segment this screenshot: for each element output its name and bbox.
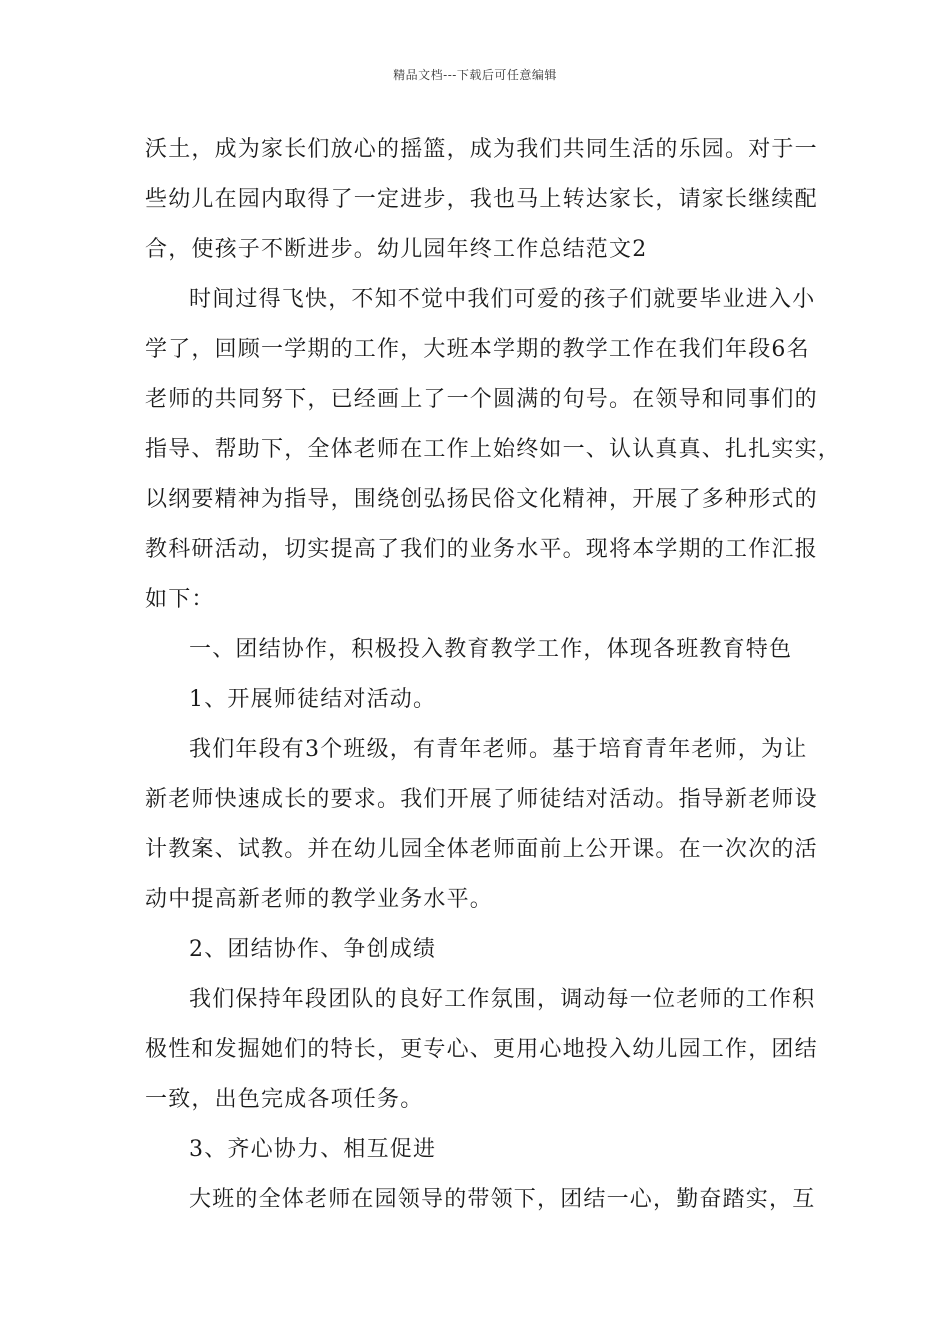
text-line: 学了，回顾一学期的工作，大班本学期的教学工作在我们年段6名 [145,337,810,362]
page-header: 精品文档---下载后可任意编辑 [393,68,557,82]
document-body [145,130,842,1230]
text-line: 新老师快速成长的要求。我们开展了师徒结对活动。指导新老师设 [145,787,818,812]
text-line: 如下： [145,587,215,612]
subsection-heading: 2、团结协作、争创成绩 [189,937,437,962]
text-line: 指导、帮助下，全体老师在工作上始终如一、认认真真、扎扎实实， [145,437,842,462]
text-line: 合，使孩子不断进步。幼儿园年终工作总结范文2 [145,237,648,262]
subsection-heading: 3、齐心协力、相互促进 [189,1137,437,1162]
text-line: 一致，出色完成各项任务。 [145,1087,424,1112]
text-line: 老师的共同努下，已经画上了一个圆满的句号。在领导和同事们的 [145,387,818,412]
text-line: 时间过得飞快，不知不觉中我们可爱的孩子们就要毕业进入小 [189,287,816,312]
section-heading: 一、团结协作，积极投入教育教学工作，体现各班教育特色 [189,637,793,662]
subsection-heading: 1、开展师徒结对活动。 [189,687,437,712]
text-line: 以纲要精神为指导，围绕创弘扬民俗文化精神，开展了多种形式的 [145,487,818,512]
text-line: 动中提高新老师的教学业务水平。 [145,887,494,912]
text-line: 我们年段有3个班级，有青年老师。基于培育青年老师，为让 [189,737,808,762]
text-line: 沃土，成为家长们放心的摇篮，成为我们共同生活的乐园。对于一 [145,137,818,162]
text-line: 极性和发掘她们的特长，更专心、更用心地投入幼儿园工作，团结 [145,1037,818,1062]
text-line: 教科研活动，切实提高了我们的业务水平。现将本学期的工作汇报 [145,537,818,562]
text-line: 大班的全体老师在园领导的带领下，团结一心，勤奋踏实，互 [189,1187,816,1212]
text-line: 计教案、试教。并在幼儿园全体老师面前上公开课。在一次次的活 [145,837,818,862]
text-line: 我们保持年段团队的良好工作氛围，调动每一位老师的工作积 [189,987,816,1012]
text-line: 些幼儿在园内取得了一定进步，我也马上转达家长，请家长继续配 [145,187,818,212]
